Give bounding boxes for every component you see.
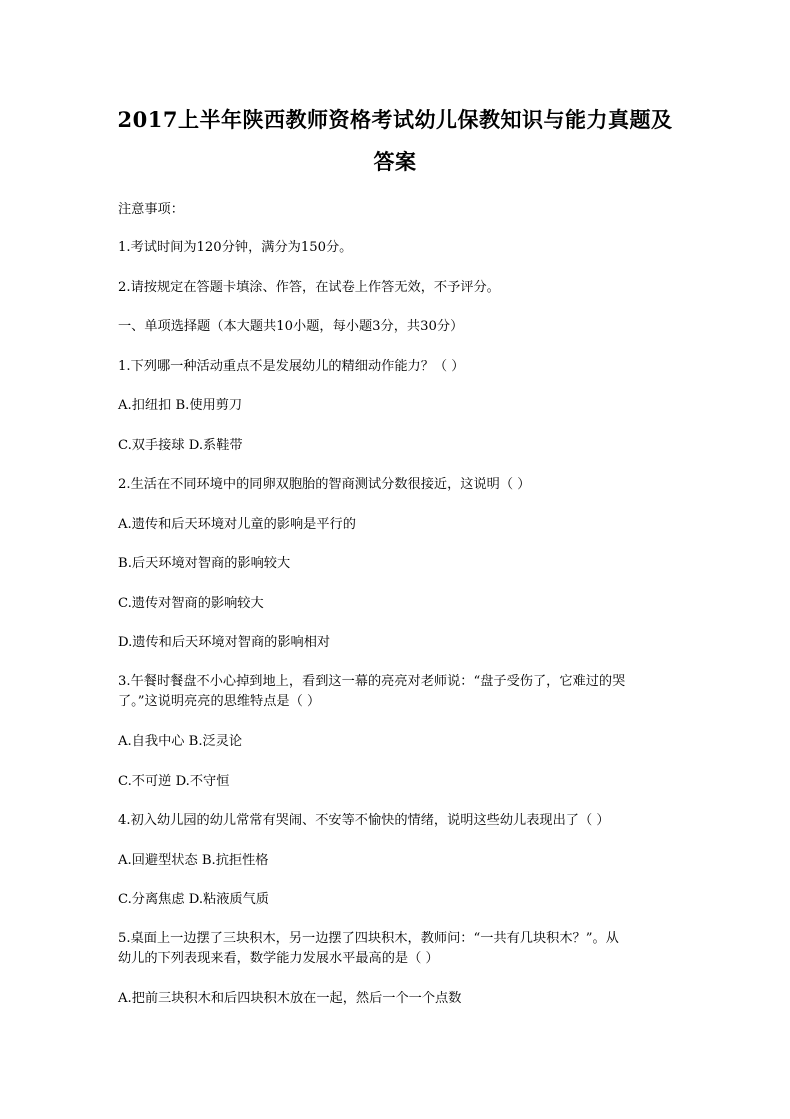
question-4-options-cd: C.分离焦虑 D.粘液质气质 bbox=[118, 892, 269, 907]
question-4-options-ab: A.回避型状态 B.抗拒性格 bbox=[118, 853, 269, 868]
notice-item-2: 2.请按规定在答题卡填涂、作答，在试卷上作答无效，不予评分。 bbox=[118, 280, 500, 295]
question-2-option-b: B.后天环境对智商的影响较大 bbox=[118, 556, 291, 571]
question-3-options-ab: A.自我中心 B.泛灵论 bbox=[118, 734, 243, 749]
question-3-stem-line-1: 3.午餐时餐盘不小心掉到地上，看到这一幕的亮亮对老师说：“盘子受伤了，它难过的哭 bbox=[118, 674, 626, 689]
notice-heading: 注意事项： bbox=[118, 202, 184, 217]
document-title-line-2: 答案 bbox=[373, 149, 417, 174]
question-4-stem: 4.初入幼儿园的幼儿常常有哭闹、不安等不愉快的情绪，说明这些幼儿表现出了（ ） bbox=[118, 813, 610, 828]
notice-item-1: 1.考试时间为120分钟，满分为150分。 bbox=[118, 240, 353, 255]
question-1-options-ab: A.扣纽扣 B.使用剪刀 bbox=[118, 398, 243, 413]
question-3-options-cd: C.不可逆 D.不守恒 bbox=[118, 774, 230, 789]
question-2-option-d: D.遗传和后天环境对智商的影响相对 bbox=[118, 635, 331, 650]
section-heading: 一、单项选择题（本大题共10小题，每小题3分，共30分） bbox=[118, 319, 464, 334]
document-title-line-1: 2017上半年陕西教师资格考试幼儿保教知识与能力真题及 bbox=[117, 107, 673, 132]
question-1-options-cd: C.双手接球 D.系鞋带 bbox=[118, 438, 243, 453]
question-3-stem-line-2: 了。”这说明亮亮的思维特点是（ ） bbox=[118, 694, 321, 709]
question-2-option-c: C.遗传对智商的影响较大 bbox=[118, 596, 264, 611]
question-2-option-a: A.遗传和后天环境对儿童的影响是平行的 bbox=[118, 517, 356, 532]
question-5-stem-line-2: 幼儿的下列表现来看，数学能力发展水平最高的是（ ） bbox=[118, 951, 439, 966]
question-5-option-a: A.把前三块积木和后四块积木放在一起，然后一个一个点数 bbox=[118, 991, 462, 1006]
question-2-stem: 2.生活在不同环境中的同卵双胞胎的智商测试分数很接近，这说明（ ） bbox=[118, 477, 531, 492]
question-5-stem-line-1: 5.桌面上一边摆了三块积木，另一边摆了四块积木，教师问：“一共有几块积木？”。从 bbox=[118, 931, 619, 946]
question-1-stem: 1.下列哪一种活动重点不是发展幼儿的精细动作能力？（ ） bbox=[118, 359, 465, 374]
